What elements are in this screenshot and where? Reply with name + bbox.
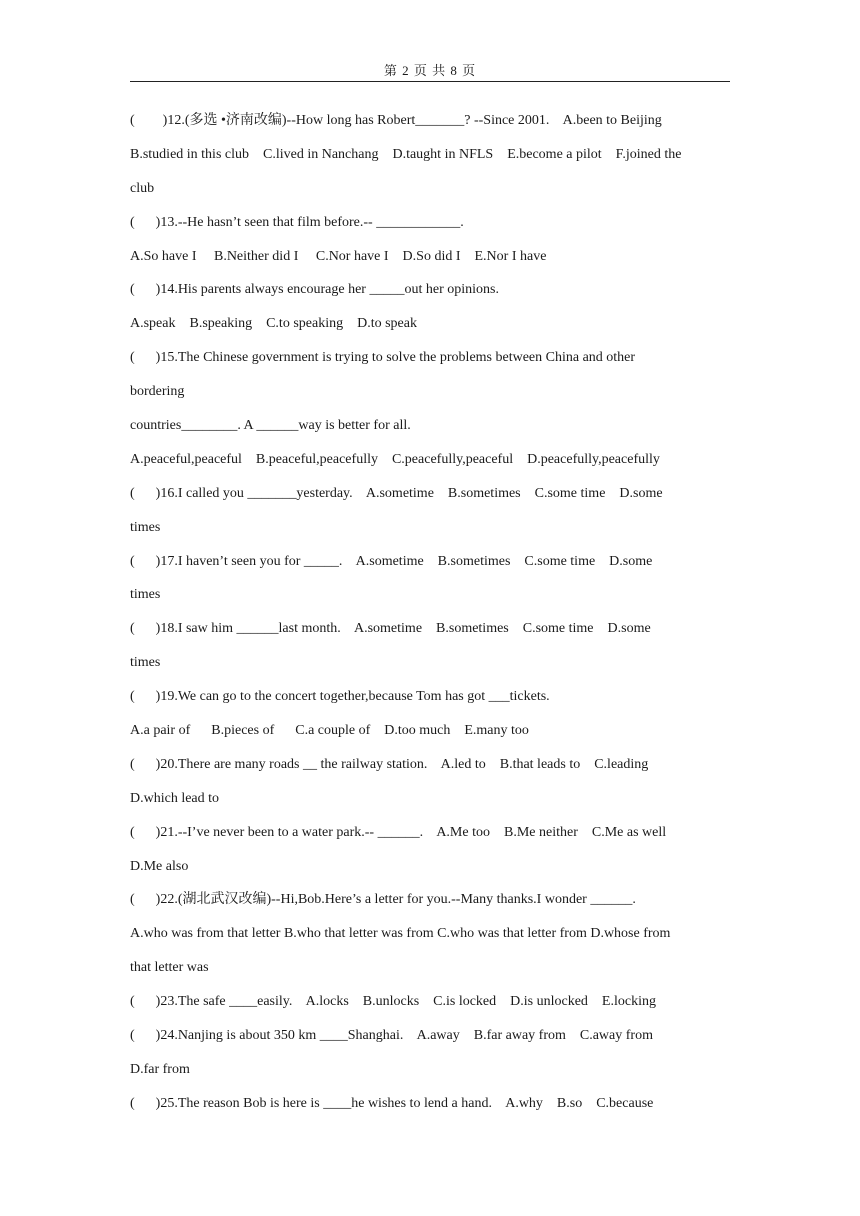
text-line: A.speak B.speaking C.to speaking D.to speak [130,316,417,332]
text-line: that letter was [130,960,209,976]
text-line: B.studied in this club C.lived in Nanchang D.taught in NFLS E.become a pilot F.joined the [130,146,682,162]
text-line: ( )22.(湖北武汉改编)--Hi,Bob.Here’s a letter for you.--Many thanks.I wonder ______. [130,892,636,908]
text-line: times [130,519,161,535]
text-line: club [130,180,155,196]
text-line: ( )23.The safe ____easily. A.locks B.unlocks C.is locked D.is unlocked E.locking [130,994,656,1010]
text-line: ( )20.There are many roads __ the railway station. A.led to B.that leads to C.leading [130,756,649,772]
text-line: ( )15.The Chinese government is trying to solve the problems between China and other [130,350,636,366]
text-line: ( )21.--I’ve never been to a water park.-- ______. A.Me too B.Me neither C.Me as well [130,824,667,840]
text-line: ( )12.(多选 •济南改编)--How long has Robert_______? --Since 2001. A.been to Beijing [130,113,662,128]
text-line: ( )13.--He hasn’t seen that film before.-- ____________. [130,214,464,230]
text-line: A.who was from that letter B.who that letter was from C.who was that letter from D.whose from [130,926,671,942]
text-line: ( )14.His parents always encourage her _____out her opinions. [130,282,499,298]
text-line: times [130,587,161,603]
text-line: countries________. A ______way is better for all. [130,418,411,434]
text-line: A.peaceful,peaceful B.peaceful,peacefully C.peacefully,peaceful D.peacefully,peacefully [130,451,660,467]
text-line: bordering [130,384,185,400]
header-divider [130,81,730,82]
text-line: times [130,655,161,671]
text-line: ( )18.I saw him ______last month. A.sometime B.sometimes C.some time D.some [130,621,651,637]
text-line: ( )25.The reason Bob is here is ____he wishes to lend a hand. A.why B.so C.because [130,1095,654,1111]
question-list [130,104,730,1121]
text-line: A.a pair of B.pieces of C.a couple of D.too much E.many too [130,723,529,739]
text-line: A.So have I B.Neither did I C.Nor have I D.So did I E.Nor I have [130,248,547,264]
text-line: D.far from [130,1061,190,1077]
text-line: ( )19.We can go to the concert together,because Tom has got ___tickets. [130,689,550,705]
text-line: ( )24.Nanjing is about 350 km ____Shanghai. A.away B.far away from C.away from [130,1028,653,1044]
page-header: 第 2 页 共 8 页 [383,63,477,78]
text-line: D.which lead to [130,790,220,806]
text-line: D.Me also [130,858,189,874]
text-line: ( )16.I called you _______yesterday. A.sometime B.sometimes C.some time D.some [130,485,663,501]
text-line: ( )17.I haven’t seen you for _____. A.sometime B.sometimes C.some time D.some [130,553,653,569]
